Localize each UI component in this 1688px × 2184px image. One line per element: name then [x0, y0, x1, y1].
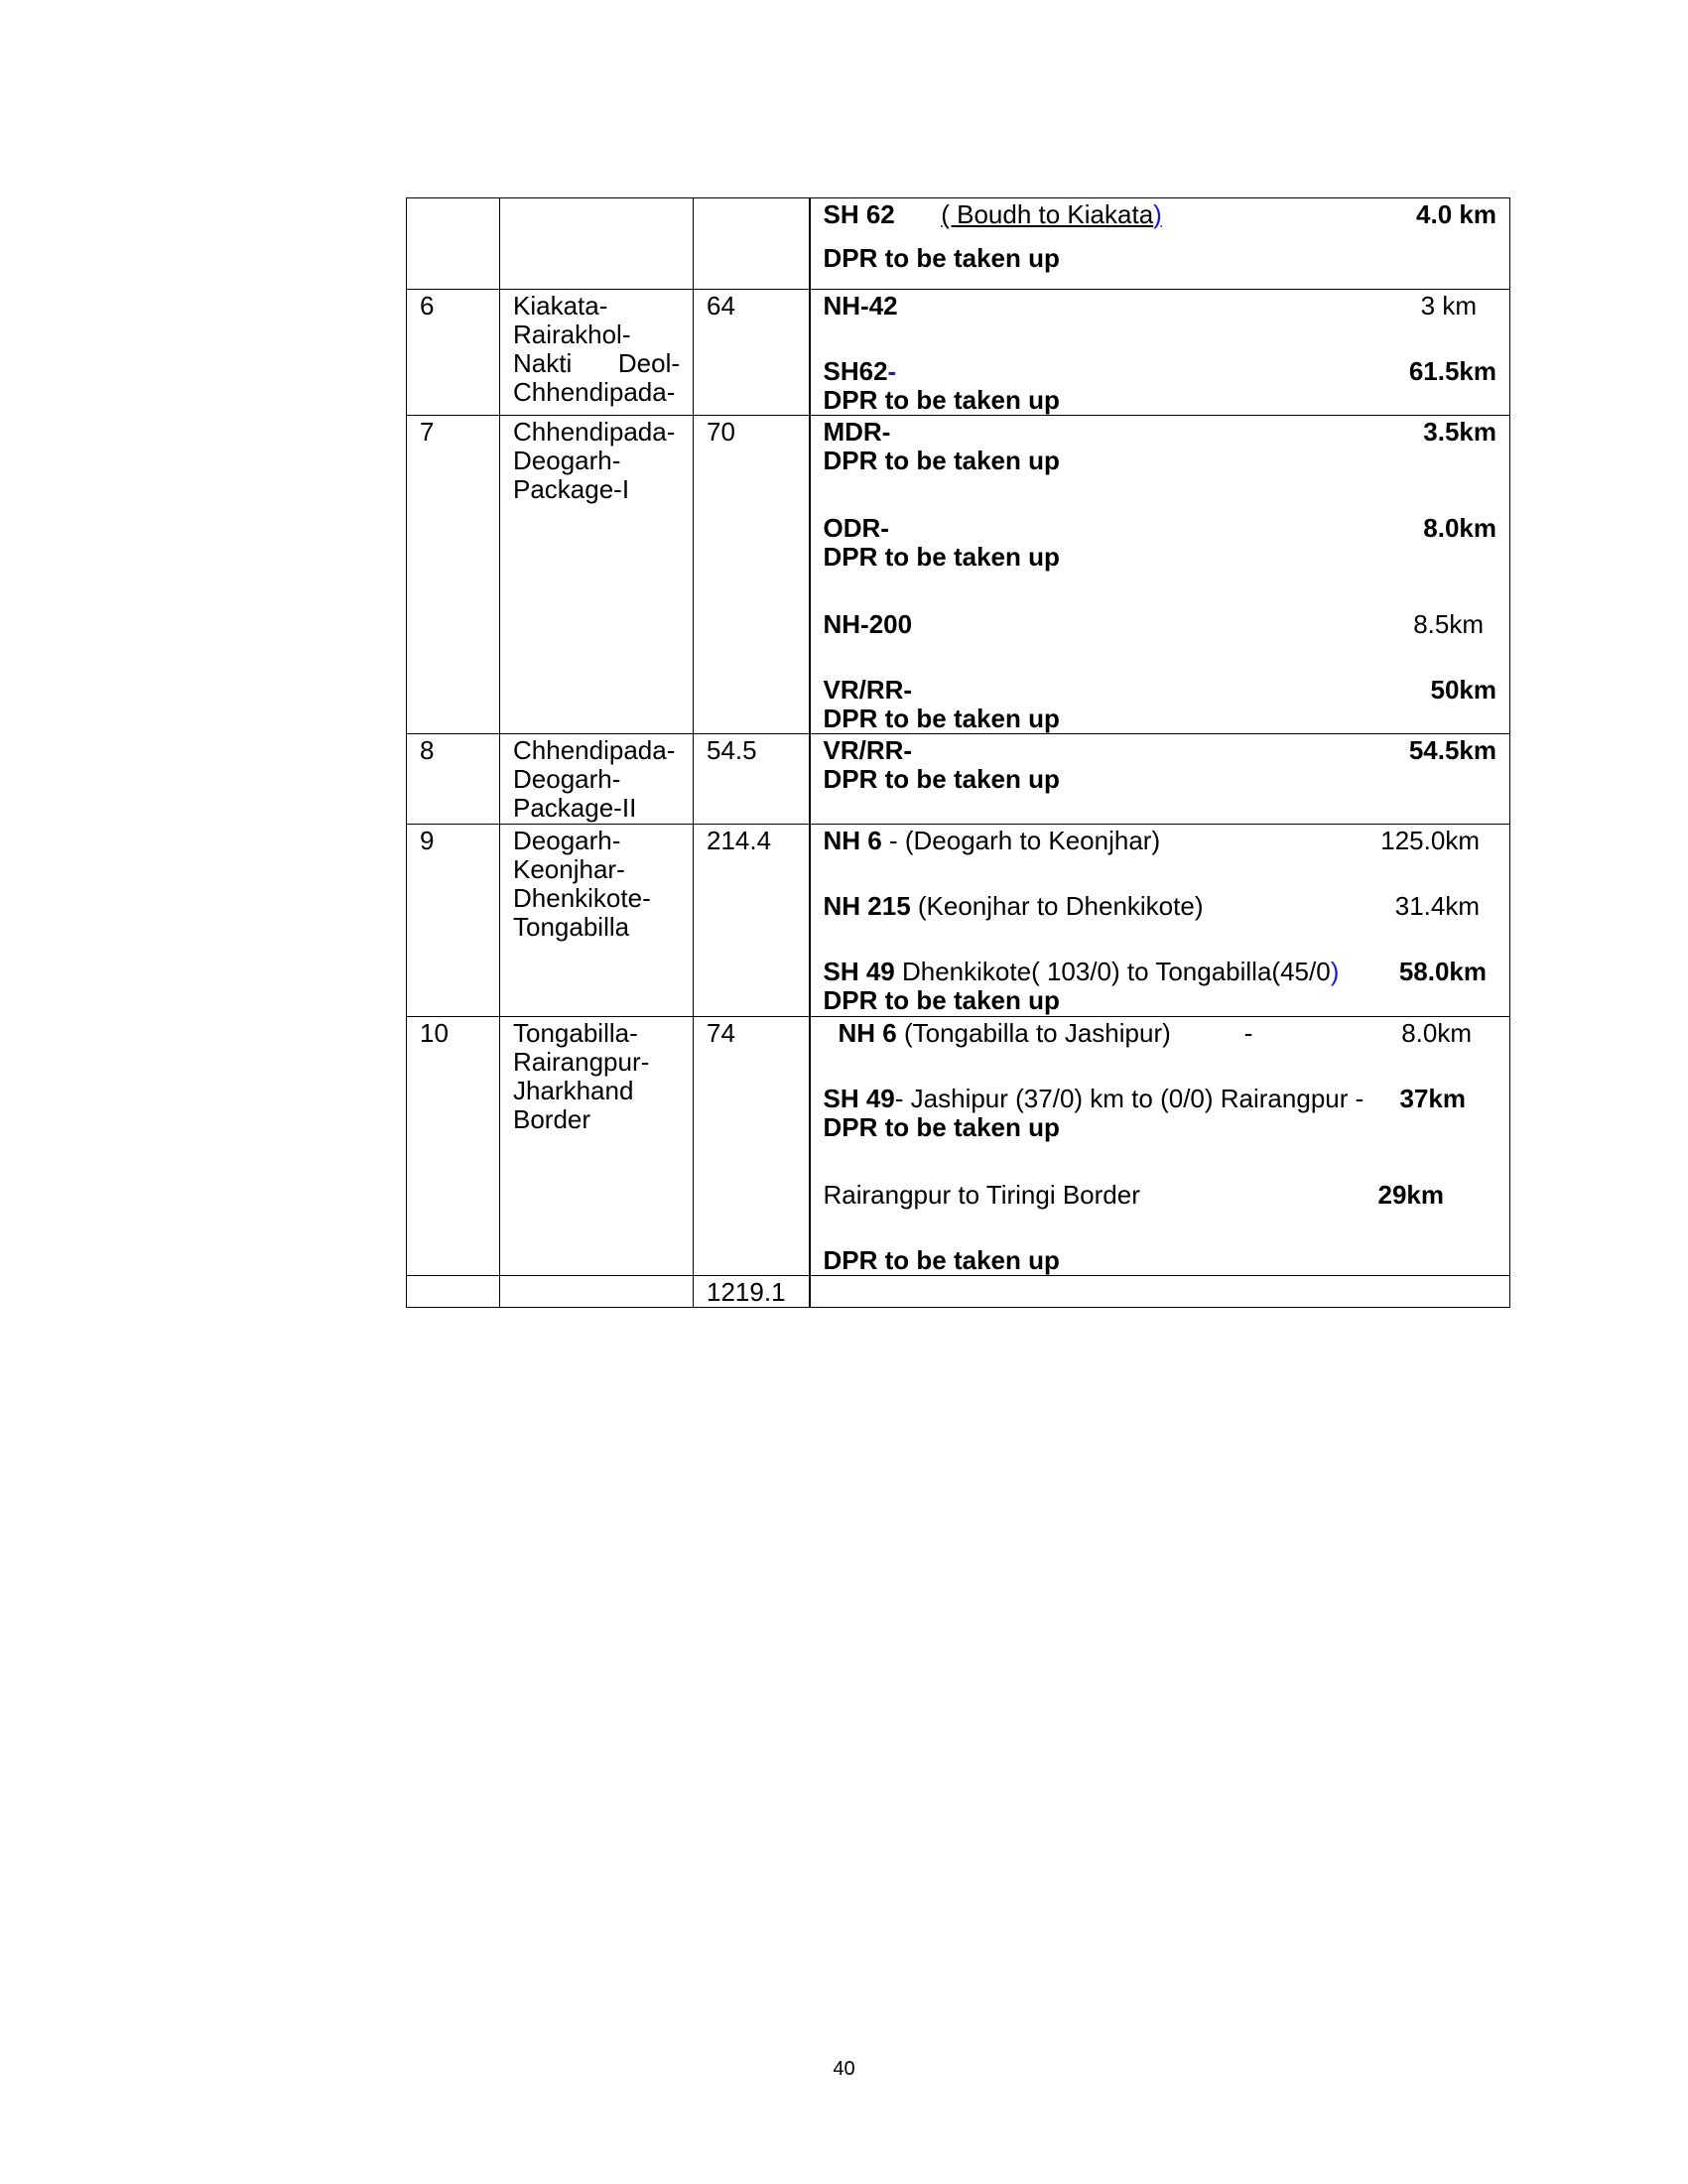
road-length: 8.0km — [1401, 1018, 1472, 1048]
serial-cell: 8 — [407, 734, 500, 825]
road-segment-line — [824, 1085, 1497, 1113]
road-segment-line — [824, 514, 1497, 543]
stretch-cell: Chhendipada-Deogarh-Package-I — [500, 416, 694, 734]
road-details-cell — [810, 416, 1510, 734]
road-details-cell — [810, 825, 1510, 1017]
road-segment-line — [824, 292, 1497, 321]
road-code: NH-200 — [823, 609, 913, 639]
road-length: 3.5km — [1423, 417, 1496, 447]
road-route: ( Boudh to Kiakata — [941, 199, 1154, 229]
road-code: SH62 — [823, 356, 888, 386]
road-route: (Keonjhar to Dhenkikote) — [910, 891, 1204, 921]
road-segment-line — [824, 827, 1497, 855]
total-length-cell: 1219.1 — [694, 1276, 810, 1308]
dpr-note: DPR to be taken up — [823, 985, 1060, 1015]
road-segment-line — [824, 892, 1497, 921]
empty-cell — [407, 1276, 500, 1308]
table-row — [407, 734, 1510, 825]
dpr-note: DPR to be taken up — [823, 1245, 1060, 1275]
road-length: 31.4km — [1394, 891, 1480, 921]
page-number: 40 — [833, 2058, 855, 2080]
dpr-note: DPR to be taken up — [823, 243, 1060, 273]
length-cell: 74 — [694, 1017, 810, 1276]
table-row — [407, 198, 1510, 290]
road-segment-line — [824, 1181, 1497, 1210]
road-length: 8.0km — [1423, 513, 1496, 543]
serial-cell: 9 — [407, 825, 500, 1017]
table-row — [407, 1017, 1510, 1276]
serial-cell: 10 — [407, 1017, 500, 1276]
dpr-note: DPR to be taken up — [823, 1112, 1060, 1142]
road-route-dash: - — [1243, 1018, 1253, 1048]
length-cell: 54.5 — [694, 734, 810, 825]
empty-cell — [500, 1276, 694, 1308]
dpr-note: DPR to be taken up — [823, 704, 1060, 733]
table-row — [407, 825, 1510, 1017]
road-segment-line — [824, 736, 1497, 765]
road-segment-line — [824, 676, 1497, 705]
road-route: - (Deogarh to Keonjhar) — [881, 826, 1161, 855]
road-code: VR/RR- — [823, 675, 913, 705]
road-segment-line — [824, 1019, 1497, 1048]
road-code: SH 49 — [823, 1084, 895, 1113]
length-cell: 70 — [694, 416, 810, 734]
road-segment-line — [824, 958, 1497, 986]
road-route-paren: ) — [1330, 957, 1340, 986]
road-length: 61.5km — [1408, 356, 1496, 386]
dpr-note: DPR to be taken up — [823, 385, 1060, 415]
stretch-cell: Kiakata-Rairakhol-Nakti Deol-Chhendipada- — [500, 290, 694, 416]
dpr-note: DPR to be taken up — [823, 446, 1060, 475]
road-code: NH 6 — [838, 1018, 897, 1048]
table-row — [407, 416, 1510, 734]
stretch-cell: Chhendipada-Deogarh-Package-II — [500, 734, 694, 825]
road-code: SH 62 — [823, 199, 895, 229]
length-cell: 64 — [694, 290, 810, 416]
road-length: 50km — [1430, 675, 1496, 705]
road-segment-line — [824, 610, 1497, 639]
serial-cell: 7 — [407, 416, 500, 734]
road-route: Rairangpur to Tiringi Border — [823, 1180, 1140, 1210]
stretch-cell: Deogarh-Keonjhar-Dhenkikote-Tongabilla — [500, 825, 694, 1017]
road-segment-line — [824, 200, 1497, 229]
road-route-paren: ) — [1153, 199, 1162, 229]
road-length: 58.0km — [1398, 957, 1487, 986]
serial-cell: 6 — [407, 290, 500, 416]
road-segment-line — [824, 418, 1497, 447]
table-row — [407, 290, 1510, 416]
road-length: 4.0 km — [1416, 199, 1496, 229]
stretch-cell: Tongabilla-Rairangpur-Jharkhand Border — [500, 1017, 694, 1276]
road-segment-line — [824, 357, 1497, 386]
road-details-cell — [810, 290, 1510, 416]
length-cell — [694, 198, 810, 290]
road-details-cell — [810, 198, 1510, 290]
road-code: VR/RR- — [823, 735, 913, 765]
road-code: SH 49 — [823, 957, 895, 986]
road-code: NH 6 — [823, 826, 882, 855]
stretch-cell — [500, 198, 694, 290]
road-stretch-table — [406, 197, 1510, 1308]
road-length: 37km — [1399, 1084, 1466, 1113]
road-details-cell — [810, 734, 1510, 825]
road-length: 3 km — [1420, 291, 1477, 321]
dpr-note: DPR to be taken up — [823, 542, 1060, 572]
dpr-note: DPR to be taken up — [823, 764, 1060, 794]
road-code: MDR- — [823, 417, 891, 447]
road-code: NH 215 — [823, 891, 911, 921]
road-length: 54.5km — [1408, 735, 1496, 765]
length-cell: 214.4 — [694, 825, 810, 1017]
empty-cell — [810, 1276, 1510, 1308]
road-route: Dhenkikote( 103/0) to Tongabilla(45/0 — [894, 957, 1331, 986]
road-length: 125.0km — [1380, 826, 1480, 855]
road-route: - Jashipur (37/0) km to (0/0) Rairangpur - — [894, 1084, 1364, 1113]
road-length: 29km — [1377, 1180, 1444, 1210]
road-code: ODR- — [823, 513, 889, 543]
serial-cell — [407, 198, 500, 290]
road-route: (Tongabilla to Jashipur) — [896, 1018, 1171, 1048]
total-row — [407, 1276, 1510, 1308]
road-length: 8.5km — [1413, 609, 1484, 639]
road-code: NH-42 — [823, 291, 898, 321]
road-details-cell — [810, 1017, 1510, 1276]
road-code-dash: - — [887, 356, 897, 386]
